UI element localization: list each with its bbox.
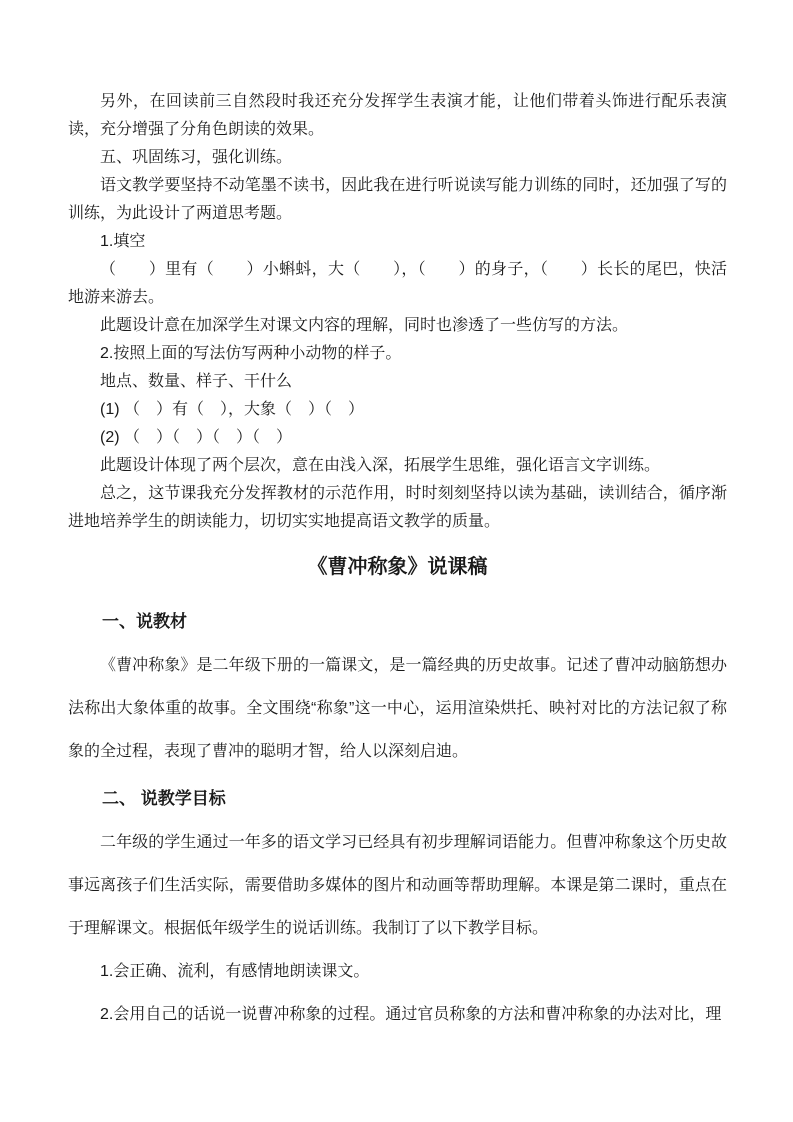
blank-item-2: (2) （ ）（ ）（ ）（ ）: [100, 429, 293, 446]
lesson-script-section: [68, 608, 727, 1036]
fill-in-blank-line: （ ）里有（ ）小蝌蚪，大（ ），（ ）的身子，（ ）长长的尾巴，快活地游来游去。: [68, 261, 727, 306]
exercise-hint-line: 地点、数量、样子、干什么: [100, 373, 293, 390]
paragraph: 总之，这节课我充分发挥教材的示范作用，时时刻刻坚持以读为基础，读训结合，循序渐进地培养学生的朗读能力，切切实实地提高语文教学的质量。: [68, 485, 727, 530]
paragraph: 二年级的学生通过一年多的语文学习已经具有初步理解词语能力。但曹冲称象这个历史故事远离孩子们生活实际，需要借助多媒体的图片和动画等帮助理解。本课是第二课时，重点在于理解课文。根据低年级学生的说话训练。我制订了以下教学目标。: [68, 834, 727, 937]
paragraph: 此题设计体现了两个层次，意在由浅入深，拓展学生思维，强化语言文字训练。: [100, 457, 661, 474]
section-heading-teaching-goals: 二、 说教学目标: [102, 789, 226, 808]
section-heading-teaching-material: 一、说教材: [102, 612, 187, 631]
section-heading-five: 五、巩固练习，强化训练。: [100, 149, 293, 166]
teaching-goal-2: 2.会用自己的话说一说曹冲称象的过程。通过官员称象的方法和曹冲称象的办法对比，理: [100, 1006, 722, 1023]
teaching-goal-1: 1.会正确、流利，有感情地朗读课文。: [100, 963, 370, 980]
exercise-2-label: 2.按照上面的写法仿写两种小动物的样子。: [100, 345, 402, 362]
paragraph: 语文教学要坚持不动笔墨不读书，因此我在进行听说读写能力训练的同时，还加强了写的训练，为此设计了两道思考题。: [68, 177, 727, 222]
previous-lesson-section: [68, 88, 727, 536]
exercise-1-label: 1.填空: [100, 233, 146, 250]
paragraph: 另外，在回读前三自然段时我还充分发挥学生表演才能，让他们带着头饰进行配乐表演读，充分增强了分角色朗读的效果。: [68, 93, 727, 138]
paragraph: 《曹冲称象》是二年级下册的一篇课文，是一篇经典的历史故事。记述了曹冲动脑筋想办法称出大象体重的故事。全文围绕“称象”这一中心，运用渲染烘托、映衬对比的方法记叙了称象的全过程，表现了曹冲的聪明才智，给人以深刻启迪。: [68, 657, 727, 760]
blank-item-1: (1) （ ）有（ ），大象（ ）（ ）: [100, 401, 365, 418]
page-title: 《曹冲称象》说课稿: [307, 556, 488, 578]
paragraph: 此题设计意在加深学生对课文内容的理解，同时也渗透了一些仿写的方法。: [100, 317, 629, 334]
